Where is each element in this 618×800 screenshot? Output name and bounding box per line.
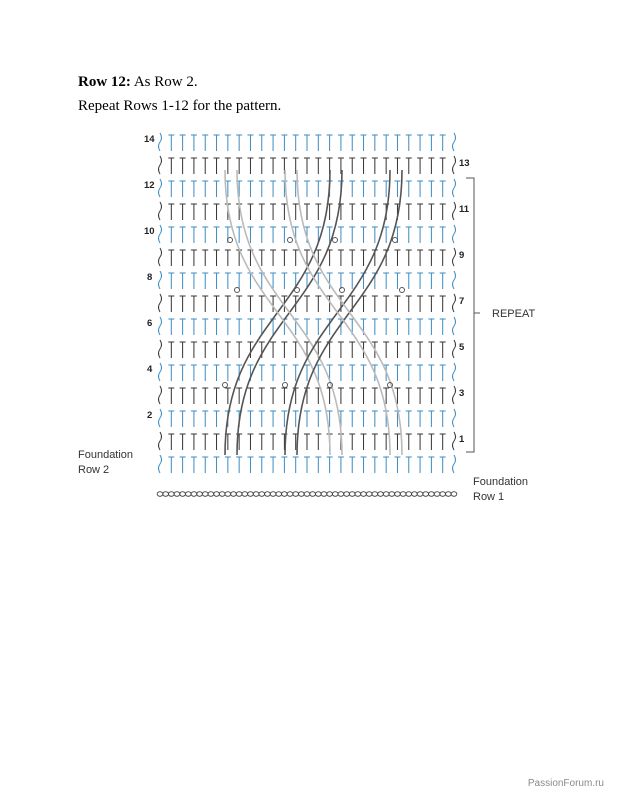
- chain-stitch: [389, 492, 395, 497]
- row-number-12: 12: [144, 180, 155, 191]
- turning-chain: [159, 179, 162, 197]
- chain-stitch: [163, 492, 169, 497]
- row-number-6: 6: [147, 318, 153, 329]
- chain-stitch: [270, 492, 276, 497]
- turning-chain: [453, 248, 456, 266]
- chain-stitch: [202, 492, 208, 497]
- chain-stitch: [383, 492, 389, 497]
- row-number-2: 2: [147, 410, 153, 421]
- turning-chain: [159, 202, 162, 220]
- turning-chain: [159, 432, 162, 450]
- turning-chain: [453, 409, 456, 427]
- chain-stitch: [287, 492, 293, 497]
- chain-stitch: [378, 492, 384, 497]
- chain-stitch: [332, 492, 338, 497]
- chain-stitch: [248, 492, 254, 497]
- chain-stitch: [395, 492, 401, 497]
- turning-chain: [159, 386, 162, 404]
- foundation-row-1-label-line2: Row 1: [473, 491, 505, 503]
- foundation-row-2-label-line1: Foundation: [78, 449, 134, 461]
- repeat-label: REPEAT: [492, 308, 536, 320]
- chain-stitch: [259, 492, 265, 497]
- post-stitch-hook: [283, 383, 288, 388]
- turning-chain: [453, 271, 456, 289]
- chain-stitch: [253, 492, 259, 497]
- chain-stitch: [282, 492, 288, 497]
- chain-stitch: [372, 492, 378, 497]
- turning-chain: [159, 317, 162, 335]
- turning-chain: [453, 133, 456, 151]
- chain-stitch: [344, 492, 350, 497]
- turning-chain: [453, 317, 456, 335]
- post-stitch-hook: [295, 288, 300, 293]
- post-stitch-hook: [393, 238, 398, 243]
- chain-stitch: [219, 492, 225, 497]
- row-number-10: 10: [144, 226, 155, 237]
- turning-chain: [453, 156, 456, 174]
- watermark: PassionForum.ru: [527, 778, 604, 789]
- turning-chain: [159, 455, 162, 473]
- chain-stitch: [366, 492, 372, 497]
- chain-stitch: [321, 492, 327, 497]
- chain-stitch: [265, 492, 271, 497]
- row-12-label: Row 12:: [78, 74, 131, 90]
- repeat-instruction: Repeat Rows 1-12 for the pattern.: [78, 98, 282, 114]
- chain-stitch: [315, 492, 321, 497]
- chain-stitch: [236, 492, 242, 497]
- chain-stitch: [191, 492, 197, 497]
- stitch-rows: [159, 133, 456, 473]
- foundation-chain-row: [157, 492, 457, 497]
- chain-stitch: [242, 492, 248, 497]
- chain-stitch: [174, 492, 180, 497]
- post-stitch-hook: [235, 288, 240, 293]
- chain-stitch: [446, 492, 452, 497]
- post-stitch-hook: [340, 288, 345, 293]
- chain-stitch: [338, 492, 344, 497]
- turning-chain: [159, 225, 162, 243]
- row-number-13: 13: [459, 158, 470, 169]
- turning-chain: [453, 340, 456, 358]
- turning-chain: [159, 340, 162, 358]
- chain-stitch: [157, 492, 163, 497]
- post-stitch-hook: [223, 383, 228, 388]
- chain-stitch: [231, 492, 237, 497]
- chain-stitch: [423, 492, 429, 497]
- chain-stitch: [293, 492, 299, 497]
- chain-stitch: [451, 492, 457, 497]
- chain-stitch: [214, 492, 220, 497]
- chain-stitch: [168, 492, 174, 497]
- row-number-4: 4: [147, 364, 153, 375]
- post-stitch-hook: [333, 238, 338, 243]
- turning-chain: [453, 202, 456, 220]
- turning-chain: [159, 133, 162, 151]
- row-number-9: 9: [459, 250, 465, 261]
- turning-chain: [453, 386, 456, 404]
- chain-stitch: [349, 492, 355, 497]
- chain-stitch: [197, 492, 203, 497]
- chain-stitch: [429, 492, 435, 497]
- turning-chain: [453, 455, 456, 473]
- row-number-5: 5: [459, 342, 465, 353]
- post-stitch-hook: [288, 238, 293, 243]
- chain-stitch: [276, 492, 282, 497]
- chain-stitch: [299, 492, 305, 497]
- turning-chain: [453, 432, 456, 450]
- chain-stitch: [180, 492, 186, 497]
- row-number-7: 7: [459, 296, 465, 307]
- turning-chain: [453, 294, 456, 312]
- repeat-bracket: [466, 178, 480, 452]
- turning-chain: [453, 179, 456, 197]
- chain-stitch: [400, 492, 406, 497]
- chain-stitch: [406, 492, 412, 497]
- turning-chain: [159, 363, 162, 381]
- foundation-row-1-label-line1: Foundation: [473, 476, 529, 488]
- chain-stitch: [417, 492, 423, 497]
- post-stitch-hook: [400, 288, 405, 293]
- right-row-numbers: [459, 158, 470, 445]
- turning-chain: [159, 409, 162, 427]
- chain-stitch: [310, 492, 316, 497]
- turning-chain: [453, 363, 456, 381]
- turning-chain: [159, 248, 162, 266]
- turning-chain: [159, 156, 162, 174]
- chain-stitch: [225, 492, 231, 497]
- cable-stitches: [223, 170, 405, 455]
- chain-stitch: [440, 492, 446, 497]
- left-row-numbers: [144, 134, 155, 421]
- row-12-text: As Row 2.: [130, 74, 198, 90]
- row-number-8: 8: [147, 272, 153, 283]
- chain-stitch: [412, 492, 418, 497]
- chain-stitch: [208, 492, 214, 497]
- foundation-row-2-label-line2: Row 2: [78, 464, 110, 476]
- turning-chain: [159, 271, 162, 289]
- row-number-3: 3: [459, 388, 465, 399]
- chain-stitch: [185, 492, 191, 497]
- chain-stitch: [304, 492, 310, 497]
- row-number-11: 11: [459, 204, 470, 215]
- row-number-1: 1: [459, 434, 465, 445]
- row-number-14: 14: [144, 134, 155, 145]
- chain-stitch: [361, 492, 367, 497]
- chain-stitch: [327, 492, 333, 497]
- turning-chain: [453, 225, 456, 243]
- chain-stitch: [355, 492, 361, 497]
- chain-stitch: [434, 492, 440, 497]
- turning-chain: [159, 294, 162, 312]
